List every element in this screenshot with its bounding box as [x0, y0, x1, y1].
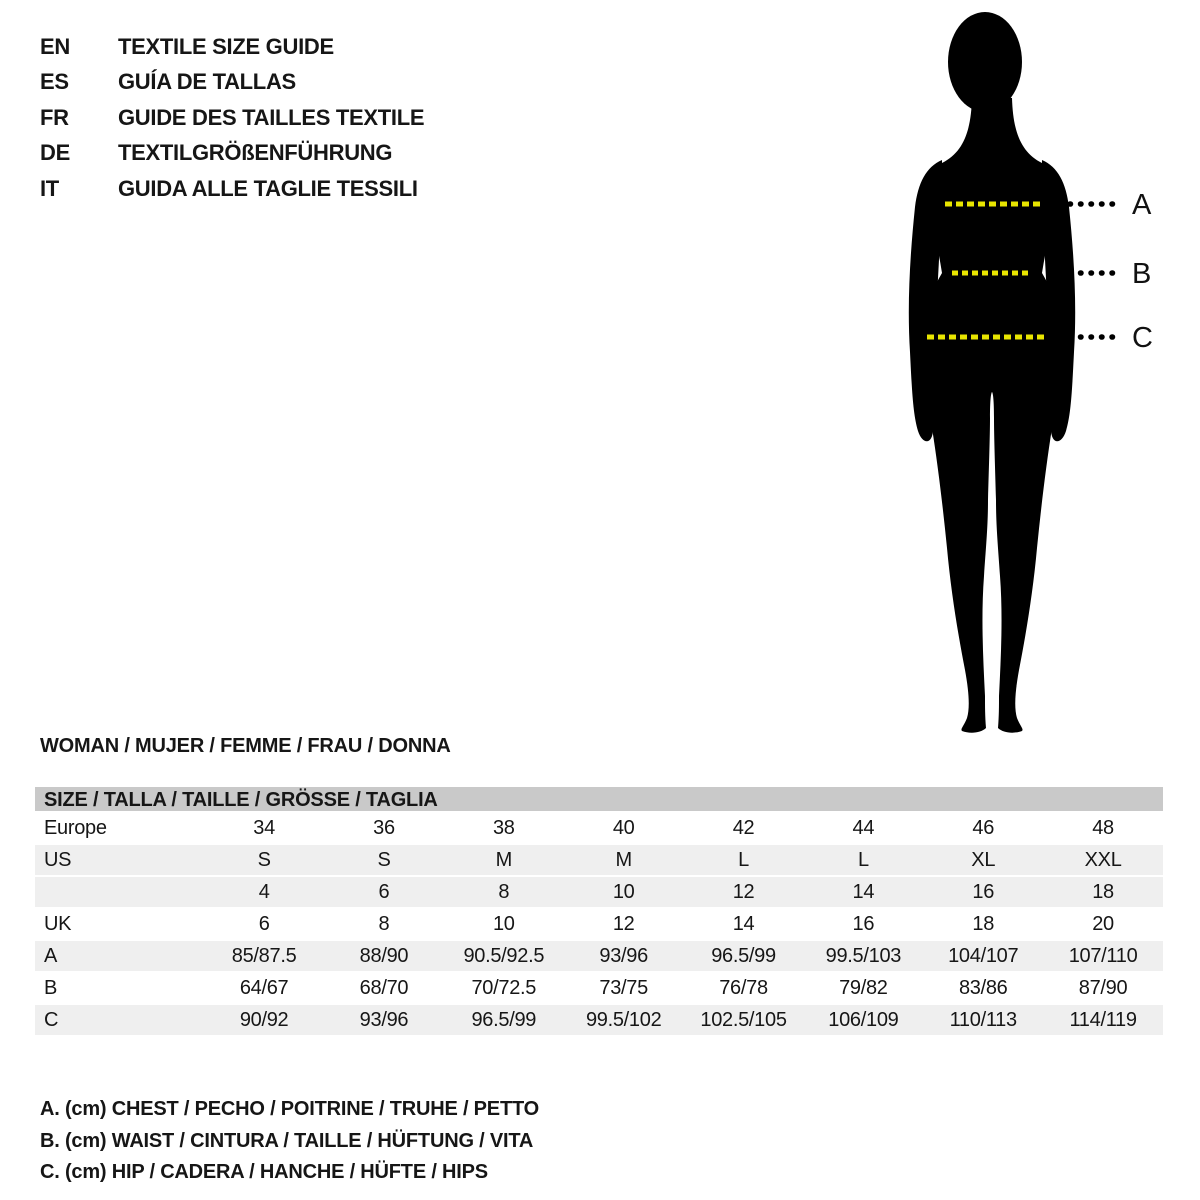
- table-cell: 96.5/99: [711, 944, 776, 967]
- guide-title: TEXTILGRÖßENFÜHRUNG: [118, 140, 393, 166]
- language-title-list: [40, 29, 424, 207]
- silhouette-svg: [880, 0, 1200, 740]
- table-cell: 38: [492, 816, 515, 839]
- guide-title: TEXTILE SIZE GUIDE: [118, 33, 334, 59]
- table-cell: 16: [972, 880, 995, 903]
- table-cell: 44: [852, 816, 875, 839]
- table-cell: S: [377, 848, 391, 871]
- row-label: A: [44, 944, 58, 967]
- woman-silhouette-figure: [880, 0, 1200, 740]
- table-cell: 76/78: [719, 976, 768, 999]
- table-cell: 114/119: [1069, 1008, 1137, 1031]
- lang-code: FR: [40, 104, 69, 130]
- row-label: B: [44, 976, 58, 999]
- table-cell: M: [615, 848, 632, 871]
- waist-label: B: [1132, 258, 1152, 290]
- table-cell: XL: [971, 848, 996, 871]
- table-cell: 96.5/99: [471, 1008, 537, 1031]
- legend-hip: C. (cm) HIP / CADERA / HANCHE / HÜFTE / HIPS: [40, 1161, 488, 1183]
- table-cell: 90/92: [239, 1008, 289, 1031]
- table-cell: 85/87.5: [231, 944, 297, 967]
- lang-code: ES: [40, 69, 69, 95]
- lang-row-es: [40, 65, 424, 101]
- guide-title: GUIDE DES TAILLES TEXTILE: [118, 104, 425, 130]
- table-cell: 106/109: [828, 1008, 899, 1031]
- table-cell: 8: [378, 912, 390, 935]
- table-cell: 18: [1092, 880, 1114, 903]
- table-cell: 14: [852, 880, 875, 903]
- table-cell: 93/96: [359, 1008, 409, 1031]
- table-row-uk: [35, 909, 1163, 941]
- table-row-us-letter: [35, 845, 1163, 877]
- table-cell: 18: [972, 912, 995, 935]
- table-cell: 34: [253, 816, 275, 839]
- size-table-header: SIZE / TALLA / TAILLE / GRÖSSE / TAGLIA: [35, 787, 1163, 813]
- table-cell: S: [257, 848, 271, 871]
- table-row-us-numeric: [35, 877, 1163, 909]
- lang-row-fr: [40, 100, 424, 136]
- table-cell: 12: [612, 912, 635, 935]
- table-row-europe: [35, 813, 1163, 845]
- table-cell: L: [857, 848, 869, 871]
- lang-row-de: [40, 136, 424, 172]
- table-cell: 10: [612, 880, 635, 903]
- gender-heading: WOMAN / MUJER / FEMME / FRAU / DONNA: [40, 735, 451, 757]
- table-cell: 99.5/103: [825, 944, 902, 967]
- table-cell: 16: [852, 912, 875, 935]
- table-cell: 10: [492, 912, 515, 935]
- table-cell: 104/107: [948, 944, 1019, 967]
- row-label: UK: [44, 912, 72, 935]
- row-label: US: [44, 848, 72, 871]
- table-cell: 110/113: [949, 1008, 1017, 1031]
- hip-label: C: [1132, 322, 1153, 354]
- table-cell: 4: [258, 880, 270, 903]
- table-cell: 87/90: [1078, 976, 1128, 999]
- table-row-waist-b: [35, 973, 1163, 1005]
- table-cell: 42: [732, 816, 755, 839]
- table-cell: 40: [612, 816, 635, 839]
- table-cell: 12: [732, 880, 755, 903]
- table-cell: 88/90: [359, 944, 409, 967]
- lang-row-en: [40, 29, 424, 65]
- table-cell: XXL: [1084, 848, 1122, 871]
- guide-title: GUIDA ALLE TAGLIE TESSILI: [118, 175, 418, 201]
- lang-row-it: [40, 171, 424, 207]
- table-cell: 20: [1092, 912, 1114, 935]
- size-table: [35, 787, 1163, 1037]
- legend-waist: B. (cm) WAIST / CINTURA / TAILLE / HÜFTUNG / VITA: [40, 1129, 534, 1152]
- table-cell: 46: [972, 816, 995, 839]
- table-cell: M: [495, 848, 512, 871]
- table-cell: 73/75: [599, 976, 648, 999]
- table-cell: 102.5/105: [700, 1008, 787, 1031]
- table-cell: 14: [732, 912, 755, 935]
- table-cell: 8: [498, 880, 510, 903]
- table-row-hip-c: [35, 1005, 1163, 1037]
- table-cell: 6: [378, 880, 390, 903]
- silhouette-body: [923, 98, 1061, 733]
- chest-label: A: [1132, 189, 1152, 221]
- row-label: Europe: [44, 816, 107, 839]
- table-cell: 107/110: [1068, 944, 1138, 967]
- table-cell: 83/86: [958, 976, 1008, 999]
- measurement-legend: [40, 1094, 539, 1189]
- legend-chest: A. (cm) CHEST / PECHO / POITRINE / TRUHE / PETTO: [40, 1098, 539, 1120]
- table-row-chest-a: [35, 941, 1163, 973]
- lang-code: IT: [40, 175, 59, 201]
- lang-code: DE: [40, 140, 70, 166]
- table-cell: 93/96: [599, 944, 648, 967]
- table-cell: 70/72.5: [471, 976, 537, 999]
- table-cell: 36: [373, 816, 395, 839]
- table-cell: 64/67: [239, 976, 289, 999]
- silhouette-head: [948, 12, 1022, 112]
- guide-title: GUÍA DE TALLAS: [118, 69, 296, 95]
- table-cell: 90.5/92.5: [463, 944, 545, 967]
- lang-code: EN: [40, 33, 70, 59]
- row-label: C: [44, 1008, 59, 1031]
- table-cell: 99.5/102: [585, 1008, 662, 1031]
- table-cell: 48: [1092, 816, 1114, 839]
- table-cell: 68/70: [359, 976, 409, 999]
- table-cell: 79/82: [839, 976, 888, 999]
- table-cell: 6: [258, 912, 270, 935]
- table-cell: L: [738, 848, 749, 871]
